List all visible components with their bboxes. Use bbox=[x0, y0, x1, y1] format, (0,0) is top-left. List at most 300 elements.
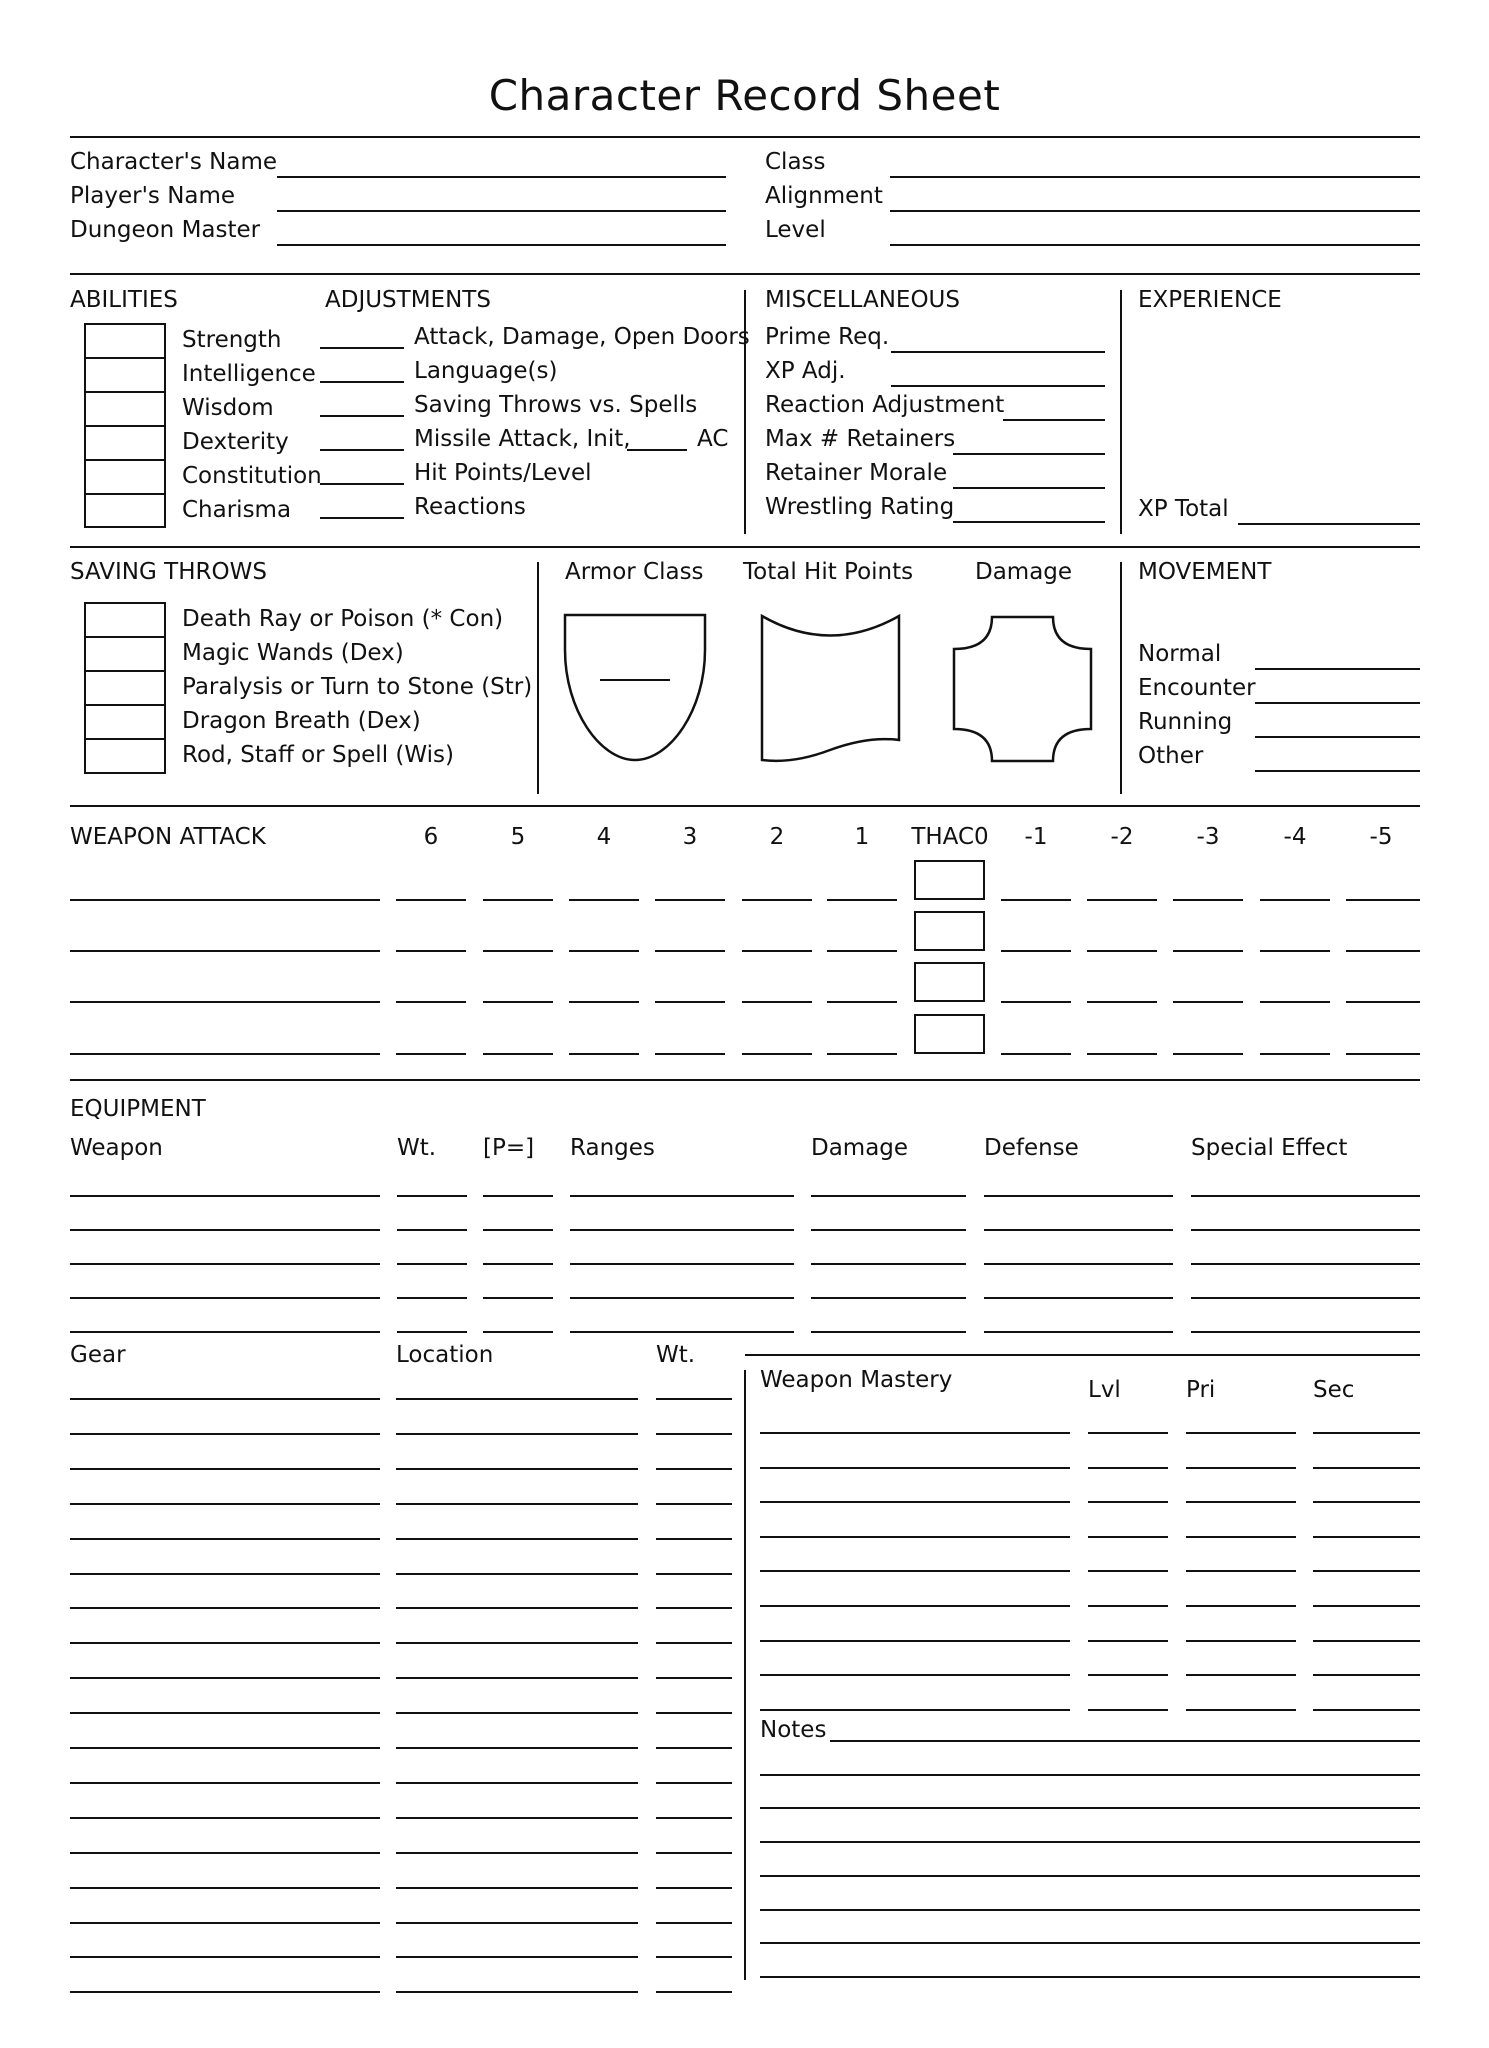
attack-roll-line[interactable] bbox=[827, 899, 897, 901]
movement-running-field[interactable] bbox=[1138, 708, 1420, 742]
gear-location-line[interactable] bbox=[396, 1852, 638, 1854]
wrestling-rating-field[interactable] bbox=[765, 493, 1105, 527]
attack-roll-line[interactable] bbox=[1173, 950, 1243, 952]
mastery-weapon-line[interactable] bbox=[760, 1432, 1070, 1434]
mastery-sec-line[interactable] bbox=[1313, 1432, 1420, 1434]
attack-roll-line[interactable] bbox=[655, 899, 725, 901]
gear-wt-line[interactable] bbox=[656, 1573, 732, 1575]
divider bbox=[1120, 290, 1122, 534]
equip-defense-line[interactable] bbox=[984, 1297, 1173, 1299]
notes-line[interactable] bbox=[760, 1774, 1420, 1776]
mastery-lvl-line[interactable] bbox=[1088, 1501, 1168, 1503]
misc-heading: MISCELLANEOUS bbox=[765, 287, 960, 313]
equip-p-line[interactable] bbox=[483, 1331, 553, 1333]
gear-location-line[interactable] bbox=[396, 1677, 638, 1679]
attack-roll-line[interactable] bbox=[1001, 950, 1071, 952]
reaction-adjustment-label: Reaction Adjustment bbox=[765, 392, 1005, 418]
player-name-label: Player's Name bbox=[70, 183, 236, 209]
dexterity-adjustment-blank[interactable] bbox=[320, 449, 404, 451]
gear-item-line[interactable] bbox=[70, 1573, 380, 1575]
movement-normal-label: Normal bbox=[1138, 641, 1222, 667]
divider bbox=[1120, 562, 1122, 794]
attack-roll-line[interactable] bbox=[1346, 950, 1420, 952]
equip-ranges-line[interactable] bbox=[570, 1195, 794, 1197]
mastery-sec-line[interactable] bbox=[1313, 1467, 1420, 1469]
thac0-box[interactable] bbox=[914, 962, 985, 1002]
mastery-weapon-line[interactable] bbox=[760, 1640, 1070, 1642]
equip-defense-line[interactable] bbox=[984, 1195, 1173, 1197]
attack-roll-line[interactable] bbox=[483, 950, 553, 952]
equip-ranges-line[interactable] bbox=[570, 1297, 794, 1299]
adjustment-charisma: Reactions bbox=[414, 494, 526, 520]
equip-col-ranges: Ranges bbox=[570, 1135, 655, 1161]
mastery-sec-line[interactable] bbox=[1313, 1501, 1420, 1503]
gear-item-line[interactable] bbox=[70, 1782, 380, 1784]
xp-adj-field[interactable] bbox=[765, 357, 1105, 391]
equip-special-line[interactable] bbox=[1191, 1331, 1420, 1333]
weapon-mastery-heading: Weapon Mastery bbox=[760, 1367, 953, 1393]
gear-location-line[interactable] bbox=[396, 1433, 638, 1435]
attack-roll-line[interactable] bbox=[396, 899, 466, 901]
wisdom-score-box[interactable] bbox=[86, 393, 164, 427]
equip-defense-line[interactable] bbox=[984, 1331, 1173, 1333]
mastery-pri-line[interactable] bbox=[1186, 1570, 1296, 1572]
experience-heading: EXPERIENCE bbox=[1138, 287, 1282, 313]
movement-other-field[interactable] bbox=[1138, 742, 1420, 776]
constitution-adjustment-blank[interactable] bbox=[320, 483, 404, 485]
class-label: Class bbox=[765, 149, 826, 175]
equip-damage-line[interactable] bbox=[811, 1331, 966, 1333]
equip-damage-line[interactable] bbox=[811, 1297, 966, 1299]
mastery-lvl-line[interactable] bbox=[1088, 1640, 1168, 1642]
gear-item-line[interactable] bbox=[70, 1817, 380, 1819]
attack-roll-line[interactable] bbox=[1173, 1053, 1243, 1055]
equip-damage-line[interactable] bbox=[811, 1195, 966, 1197]
mastery-weapon-line[interactable] bbox=[760, 1605, 1070, 1607]
magic-wands-box[interactable] bbox=[86, 638, 164, 672]
adjustments-heading: ADJUSTMENTS bbox=[325, 287, 491, 313]
divider bbox=[744, 1370, 746, 1980]
alignment-field[interactable] bbox=[765, 182, 1420, 216]
character-name-field[interactable] bbox=[70, 148, 726, 182]
mastery-weapon-line[interactable] bbox=[760, 1501, 1070, 1503]
gear-location-line[interactable] bbox=[396, 1817, 638, 1819]
equip-special-line[interactable] bbox=[1191, 1297, 1420, 1299]
gear-wt-line[interactable] bbox=[656, 1677, 732, 1679]
attack-roll-line[interactable] bbox=[742, 950, 812, 952]
gear-wt-line[interactable] bbox=[656, 1747, 732, 1749]
mastery-weapon-line[interactable] bbox=[760, 1674, 1070, 1676]
mastery-sec-line[interactable] bbox=[1313, 1570, 1420, 1572]
wisdom-adjustment-blank[interactable] bbox=[320, 415, 404, 417]
mastery-pri-line[interactable] bbox=[1186, 1501, 1296, 1503]
equip-wt-line[interactable] bbox=[397, 1263, 467, 1265]
weapon-attack-name-line[interactable] bbox=[70, 1053, 380, 1055]
abilities-heading: ABILITIES bbox=[70, 287, 178, 313]
equip-ranges-line[interactable] bbox=[570, 1331, 794, 1333]
mastery-sec-line[interactable] bbox=[1313, 1640, 1420, 1642]
movement-other-label: Other bbox=[1138, 743, 1204, 769]
divider bbox=[70, 805, 1420, 807]
gear-location-line[interactable] bbox=[396, 1468, 638, 1470]
gear-location-line[interactable] bbox=[396, 1956, 638, 1958]
wrestling-rating-label: Wrestling Rating bbox=[765, 494, 955, 520]
equip-p-line[interactable] bbox=[483, 1263, 553, 1265]
attack-roll-line[interactable] bbox=[827, 1001, 897, 1003]
mastery-lvl-line[interactable] bbox=[1088, 1674, 1168, 1676]
mastery-weapon-line[interactable] bbox=[760, 1536, 1070, 1538]
mastery-lvl-line[interactable] bbox=[1088, 1467, 1168, 1469]
attack-roll-line[interactable] bbox=[1346, 1053, 1420, 1055]
prime-req-field[interactable] bbox=[765, 323, 1105, 357]
mastery-sec-line[interactable] bbox=[1313, 1674, 1420, 1676]
thac0-box[interactable] bbox=[914, 1014, 985, 1054]
gear-item-line[interactable] bbox=[70, 1642, 380, 1644]
attack-roll-line[interactable] bbox=[396, 1053, 466, 1055]
gear-wt-line[interactable] bbox=[656, 1642, 732, 1644]
attack-roll-line[interactable] bbox=[1087, 1001, 1157, 1003]
dexterity-score-box[interactable] bbox=[86, 427, 164, 461]
dungeon-master-field[interactable] bbox=[70, 216, 726, 250]
gear-location-line[interactable] bbox=[396, 1573, 638, 1575]
equip-ranges-line[interactable] bbox=[570, 1263, 794, 1265]
equip-defense-line[interactable] bbox=[984, 1229, 1173, 1231]
gear-location-line[interactable] bbox=[396, 1398, 638, 1400]
gear-wt-line[interactable] bbox=[656, 1433, 732, 1435]
equipment-heading: EQUIPMENT bbox=[70, 1096, 206, 1122]
mastery-lvl-line[interactable] bbox=[1088, 1570, 1168, 1572]
level-label: Level bbox=[765, 217, 826, 243]
gear-item-line[interactable] bbox=[70, 1712, 380, 1714]
gear-item-line[interactable] bbox=[70, 1991, 380, 1993]
equip-special-line[interactable] bbox=[1191, 1263, 1420, 1265]
ability-score-boxes bbox=[84, 323, 166, 528]
retainer-morale-field[interactable] bbox=[765, 459, 1105, 493]
equip-wt-line[interactable] bbox=[397, 1229, 467, 1231]
gear-location-line[interactable] bbox=[396, 1991, 638, 1993]
adjustment-intelligence: Language(s) bbox=[414, 358, 558, 384]
movement-running-label: Running bbox=[1138, 709, 1233, 735]
gear-item-line[interactable] bbox=[70, 1956, 380, 1958]
reaction-adjustment-field[interactable] bbox=[765, 391, 1105, 425]
death-ray-box[interactable] bbox=[86, 604, 164, 638]
save-magic-wands: Magic Wands (Dex) bbox=[182, 640, 404, 666]
player-name-field[interactable] bbox=[70, 182, 726, 216]
gear-location-line[interactable] bbox=[396, 1607, 638, 1609]
adjustment-dexterity: Missile Attack, Init, bbox=[414, 426, 631, 452]
equip-wt-line[interactable] bbox=[397, 1297, 467, 1299]
alignment-label: Alignment bbox=[765, 183, 883, 209]
gear-wt-line[interactable] bbox=[656, 1817, 732, 1819]
save-paralysis: Paralysis or Turn to Stone (Str) bbox=[182, 674, 533, 700]
mastery-pri-line[interactable] bbox=[1186, 1709, 1296, 1711]
equip-col-defense: Defense bbox=[984, 1135, 1079, 1161]
save-dragon-breath: Dragon Breath (Dex) bbox=[182, 708, 421, 734]
gear-location-line[interactable] bbox=[396, 1922, 638, 1924]
dex-ac-blank[interactable] bbox=[627, 449, 687, 451]
attack-roll-line[interactable] bbox=[1346, 899, 1420, 901]
gear-location-line[interactable] bbox=[396, 1712, 638, 1714]
attack-roll-line[interactable] bbox=[1173, 1001, 1243, 1003]
attack-col-header: 4 bbox=[596, 824, 612, 850]
gear-item-line[interactable] bbox=[70, 1398, 380, 1400]
attack-roll-line[interactable] bbox=[1001, 1053, 1071, 1055]
equip-damage-line[interactable] bbox=[811, 1229, 966, 1231]
gear-wt-line[interactable] bbox=[656, 1468, 732, 1470]
gear-wt-line[interactable] bbox=[656, 1956, 732, 1958]
mastery-pri-line[interactable] bbox=[1186, 1467, 1296, 1469]
movement-encounter-field[interactable] bbox=[1138, 674, 1420, 708]
gear-item-line[interactable] bbox=[70, 1852, 380, 1854]
movement-encounter-label: Encounter bbox=[1138, 675, 1256, 701]
equip-special-line[interactable] bbox=[1191, 1195, 1420, 1197]
attack-col-header: -1 bbox=[1024, 824, 1048, 850]
attack-roll-line[interactable] bbox=[569, 899, 639, 901]
ability-wisdom: Wisdom bbox=[182, 395, 274, 421]
gear-location-line[interactable] bbox=[396, 1503, 638, 1505]
attack-roll-line[interactable] bbox=[569, 950, 639, 952]
max-retainers-field[interactable] bbox=[765, 425, 1105, 459]
equip-p-line[interactable] bbox=[483, 1195, 553, 1197]
attack-roll-line[interactable] bbox=[1001, 899, 1071, 901]
equip-wt-line[interactable] bbox=[397, 1195, 467, 1197]
intelligence-adjustment-blank[interactable] bbox=[320, 381, 404, 383]
gear-item-line[interactable] bbox=[70, 1922, 380, 1924]
equip-p-line[interactable] bbox=[483, 1297, 553, 1299]
equip-weapon-line[interactable] bbox=[70, 1195, 380, 1197]
attack-col-header: 5 bbox=[510, 824, 526, 850]
gear-wt-line[interactable] bbox=[656, 1712, 732, 1714]
mastery-sec-line[interactable] bbox=[1313, 1709, 1420, 1711]
attack-roll-line[interactable] bbox=[655, 1053, 725, 1055]
save-death-ray: Death Ray or Poison (* Con) bbox=[182, 606, 504, 632]
weapon-attack-name-line[interactable] bbox=[70, 1001, 380, 1003]
attack-col-header: 3 bbox=[682, 824, 698, 850]
gear-item-line[interactable] bbox=[70, 1503, 380, 1505]
dungeon-master-label: Dungeon Master bbox=[70, 217, 261, 243]
max-retainers-label: Max # Retainers bbox=[765, 426, 956, 452]
equip-col-special-effect: Special Effect bbox=[1191, 1135, 1348, 1161]
mastery-pri-line[interactable] bbox=[1186, 1674, 1296, 1676]
hit-points-banner-icon[interactable] bbox=[758, 610, 903, 765]
save-rod-staff-spell: Rod, Staff or Spell (Wis) bbox=[182, 742, 454, 768]
gear-col-wt: Wt. bbox=[656, 1342, 696, 1368]
gear-item-line[interactable] bbox=[70, 1887, 380, 1889]
thac0-box[interactable] bbox=[914, 860, 985, 900]
equip-weapon-line[interactable] bbox=[70, 1331, 380, 1333]
notes-line[interactable] bbox=[830, 1740, 1420, 1742]
attack-roll-line[interactable] bbox=[827, 1053, 897, 1055]
divider bbox=[70, 1079, 1420, 1081]
gear-location-line[interactable] bbox=[396, 1747, 638, 1749]
attack-col-header: -2 bbox=[1110, 824, 1134, 850]
divider bbox=[70, 273, 1420, 275]
gear-item-line[interactable] bbox=[70, 1747, 380, 1749]
equip-weapon-line[interactable] bbox=[70, 1229, 380, 1231]
mastery-lvl-line[interactable] bbox=[1088, 1536, 1168, 1538]
gear-col-gear: Gear bbox=[70, 1342, 126, 1368]
damage-emblem-icon[interactable] bbox=[950, 613, 1095, 765]
divider bbox=[745, 1354, 1420, 1356]
attack-col-header: 1 bbox=[854, 824, 870, 850]
constitution-score-box[interactable] bbox=[86, 461, 164, 495]
attack-roll-line[interactable] bbox=[655, 1001, 725, 1003]
xp-adj-label: XP Adj. bbox=[765, 358, 846, 384]
attack-col-header: 2 bbox=[769, 824, 785, 850]
gear-wt-line[interactable] bbox=[656, 1607, 732, 1609]
attack-col-header: -3 bbox=[1196, 824, 1220, 850]
mastery-weapon-line[interactable] bbox=[760, 1467, 1070, 1469]
attack-roll-line[interactable] bbox=[1260, 950, 1330, 952]
rod-staff-spell-box[interactable] bbox=[86, 740, 164, 771]
strength-score-box[interactable] bbox=[86, 325, 164, 359]
equip-weapon-line[interactable] bbox=[70, 1263, 380, 1265]
notes-line[interactable] bbox=[760, 1841, 1420, 1843]
attack-roll-line[interactable] bbox=[742, 1001, 812, 1003]
equip-col-damage: Damage bbox=[811, 1135, 909, 1161]
attack-roll-line[interactable] bbox=[742, 899, 812, 901]
attack-roll-line[interactable] bbox=[1173, 899, 1243, 901]
retainer-morale-label: Retainer Morale bbox=[765, 460, 948, 486]
attack-col-header: 6 bbox=[423, 824, 439, 850]
mastery-pri-line[interactable] bbox=[1186, 1640, 1296, 1642]
class-field[interactable] bbox=[765, 148, 1420, 182]
equip-p-line[interactable] bbox=[483, 1229, 553, 1231]
notes-label: Notes bbox=[760, 1717, 827, 1743]
strength-adjustment-blank[interactable] bbox=[320, 347, 404, 349]
attack-roll-line[interactable] bbox=[1346, 1001, 1420, 1003]
gear-location-line[interactable] bbox=[396, 1887, 638, 1889]
equip-special-line[interactable] bbox=[1191, 1229, 1420, 1231]
gear-item-line[interactable] bbox=[70, 1677, 380, 1679]
equip-weapon-line[interactable] bbox=[70, 1297, 380, 1299]
attack-roll-line[interactable] bbox=[483, 1053, 553, 1055]
charisma-score-box[interactable] bbox=[86, 495, 164, 528]
gear-wt-line[interactable] bbox=[656, 1782, 732, 1784]
gear-wt-line[interactable] bbox=[656, 1538, 732, 1540]
gear-location-line[interactable] bbox=[396, 1782, 638, 1784]
charisma-adjustment-blank[interactable] bbox=[320, 517, 404, 519]
notes-line[interactable] bbox=[760, 1942, 1420, 1944]
equip-col-weapon: Weapon bbox=[70, 1135, 163, 1161]
movement-normal-field[interactable] bbox=[1138, 640, 1420, 674]
adjustment-wisdom: Saving Throws vs. Spells bbox=[414, 392, 698, 418]
mastery-pri-line[interactable] bbox=[1186, 1536, 1296, 1538]
attack-roll-line[interactable] bbox=[1087, 1053, 1157, 1055]
thac0-header: THAC0 bbox=[911, 824, 989, 850]
mastery-lvl-line[interactable] bbox=[1088, 1605, 1168, 1607]
notes-line[interactable] bbox=[760, 1807, 1420, 1809]
weapon-attack-name-line[interactable] bbox=[70, 899, 380, 901]
attack-roll-line[interactable] bbox=[1260, 1053, 1330, 1055]
equip-damage-line[interactable] bbox=[811, 1263, 966, 1265]
attack-roll-line[interactable] bbox=[827, 950, 897, 952]
attack-roll-line[interactable] bbox=[483, 899, 553, 901]
equip-wt-line[interactable] bbox=[397, 1331, 467, 1333]
attack-roll-line[interactable] bbox=[396, 1001, 466, 1003]
dragon-breath-box[interactable] bbox=[86, 706, 164, 740]
armor-class-label: Armor Class bbox=[565, 559, 704, 585]
ac-label: AC bbox=[697, 426, 729, 452]
mastery-lvl-line[interactable] bbox=[1088, 1432, 1168, 1434]
mastery-col-pri: Pri bbox=[1186, 1377, 1216, 1403]
ability-charisma: Charisma bbox=[182, 497, 292, 523]
attack-roll-line[interactable] bbox=[1001, 1001, 1071, 1003]
attack-roll-line[interactable] bbox=[655, 950, 725, 952]
equip-ranges-line[interactable] bbox=[570, 1229, 794, 1231]
mastery-weapon-line[interactable] bbox=[760, 1570, 1070, 1572]
mastery-weapon-line[interactable] bbox=[760, 1709, 1070, 1711]
mastery-lvl-line[interactable] bbox=[1088, 1709, 1168, 1711]
notes-line[interactable] bbox=[760, 1875, 1420, 1877]
attack-roll-line[interactable] bbox=[483, 1001, 553, 1003]
xp-total-label: XP Total bbox=[1138, 496, 1229, 522]
notes-line[interactable] bbox=[760, 1976, 1420, 1978]
gear-wt-line[interactable] bbox=[656, 1398, 732, 1400]
attack-roll-line[interactable] bbox=[1260, 1001, 1330, 1003]
page-title: Character Record Sheet bbox=[488, 71, 1001, 120]
equip-defense-line[interactable] bbox=[984, 1263, 1173, 1265]
prime-req-label: Prime Req. bbox=[765, 324, 890, 350]
saving-throw-boxes bbox=[84, 602, 166, 774]
gear-item-line[interactable] bbox=[70, 1538, 380, 1540]
mastery-pri-line[interactable] bbox=[1186, 1605, 1296, 1607]
attack-roll-line[interactable] bbox=[569, 1053, 639, 1055]
character-name-label: Character's Name bbox=[70, 149, 278, 175]
level-field[interactable] bbox=[765, 216, 1420, 250]
gear-location-line[interactable] bbox=[396, 1538, 638, 1540]
adjustment-strength: Attack, Damage, Open Doors bbox=[414, 324, 750, 350]
attack-roll-line[interactable] bbox=[1260, 899, 1330, 901]
gear-item-line[interactable] bbox=[70, 1468, 380, 1470]
paralysis-box[interactable] bbox=[86, 672, 164, 706]
attack-roll-line[interactable] bbox=[569, 1001, 639, 1003]
gear-wt-line[interactable] bbox=[656, 1991, 732, 1993]
equip-col-wt: Wt. bbox=[397, 1135, 437, 1161]
ability-intelligence: Intelligence bbox=[182, 361, 316, 387]
gear-wt-line[interactable] bbox=[656, 1922, 732, 1924]
saving-throws-heading: SAVING THROWS bbox=[70, 559, 267, 585]
attack-roll-line[interactable] bbox=[742, 1053, 812, 1055]
mastery-sec-line[interactable] bbox=[1313, 1536, 1420, 1538]
mastery-pri-line[interactable] bbox=[1186, 1432, 1296, 1434]
adjustment-constitution: Hit Points/Level bbox=[414, 460, 592, 486]
gear-wt-line[interactable] bbox=[656, 1503, 732, 1505]
equip-col-p: [P=] bbox=[483, 1135, 535, 1161]
gear-item-line[interactable] bbox=[70, 1607, 380, 1609]
attack-roll-line[interactable] bbox=[1087, 899, 1157, 901]
gear-col-location: Location bbox=[396, 1342, 494, 1368]
divider bbox=[70, 546, 1420, 548]
weapon-attack-name-line[interactable] bbox=[70, 950, 380, 952]
gear-location-line[interactable] bbox=[396, 1642, 638, 1644]
gear-wt-line[interactable] bbox=[656, 1887, 732, 1889]
attack-col-header: -4 bbox=[1283, 824, 1307, 850]
gear-item-line[interactable] bbox=[70, 1433, 380, 1435]
intelligence-score-box[interactable] bbox=[86, 359, 164, 393]
attack-roll-line[interactable] bbox=[396, 950, 466, 952]
attack-roll-line[interactable] bbox=[1087, 950, 1157, 952]
gear-wt-line[interactable] bbox=[656, 1852, 732, 1854]
armor-class-shield-icon[interactable] bbox=[560, 610, 710, 765]
xp-total-field[interactable] bbox=[1138, 495, 1420, 529]
weapon-attack-heading: WEAPON ATTACK bbox=[70, 824, 266, 850]
thac0-box[interactable] bbox=[914, 911, 985, 951]
notes-line[interactable] bbox=[760, 1909, 1420, 1911]
divider bbox=[70, 136, 1420, 138]
ability-strength: Strength bbox=[182, 327, 282, 353]
mastery-sec-line[interactable] bbox=[1313, 1605, 1420, 1607]
